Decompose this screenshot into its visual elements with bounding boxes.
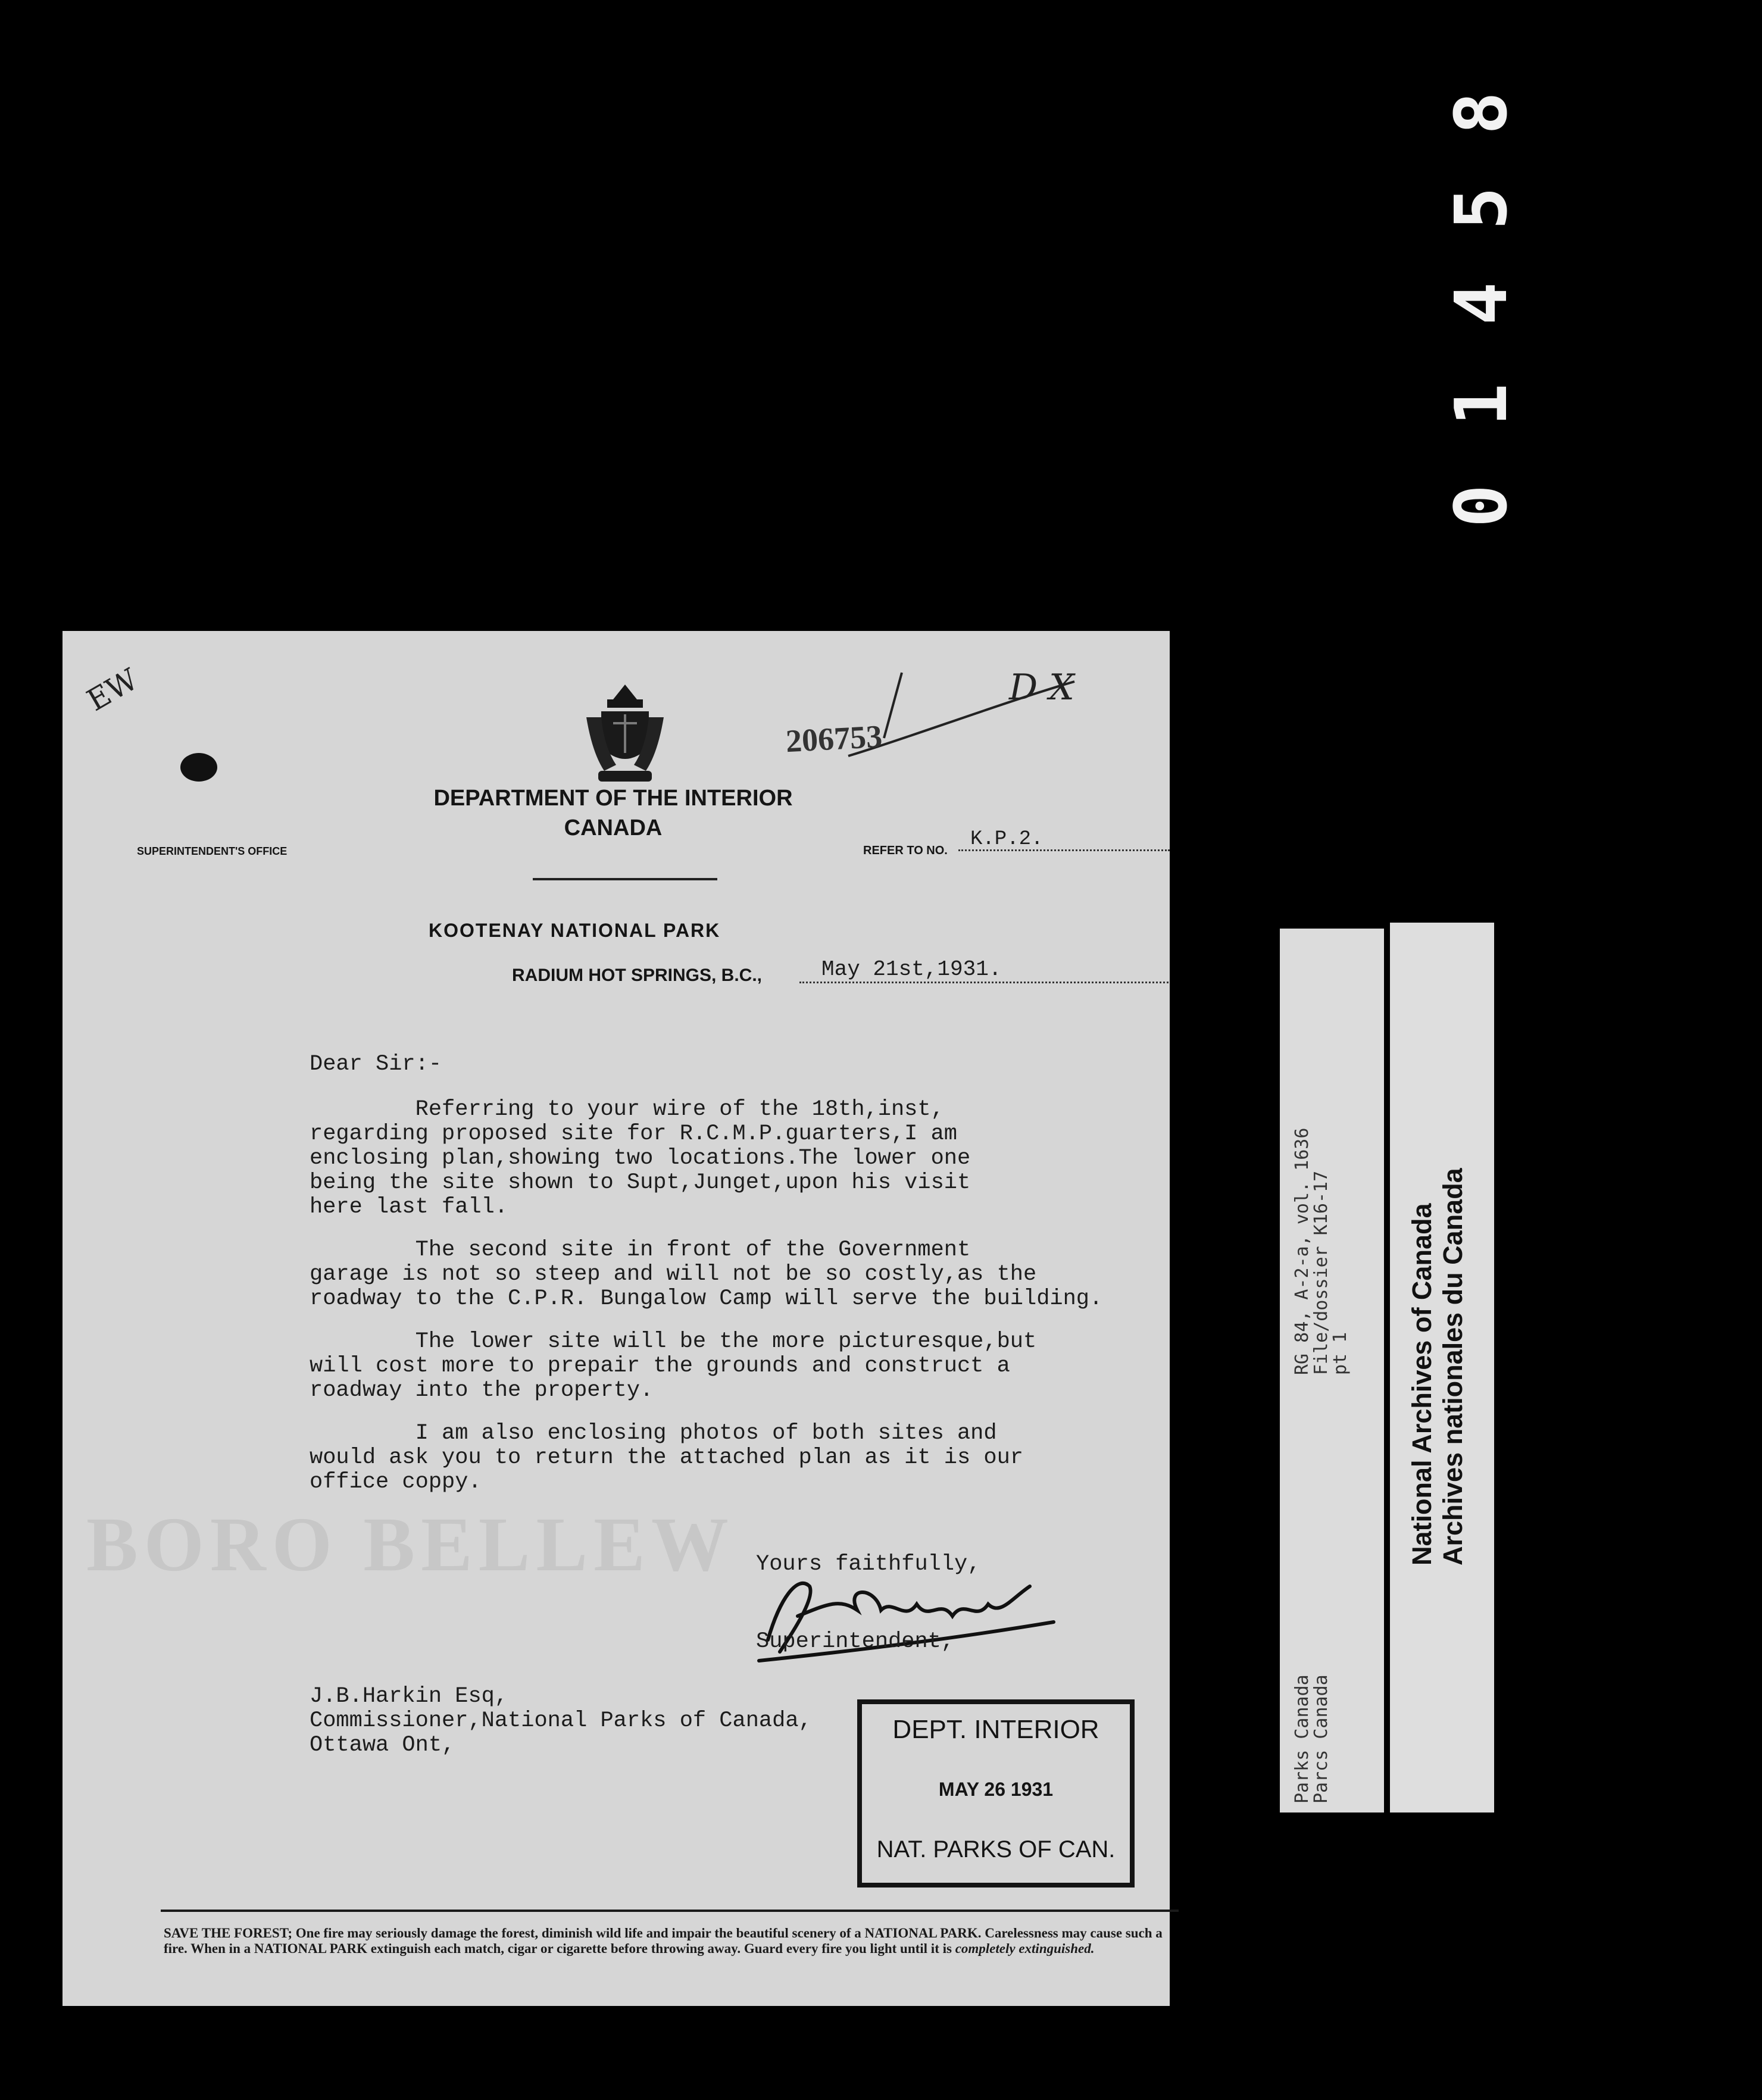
text-line: here last fall. xyxy=(310,1195,508,1220)
stamp-line: NAT. PARKS OF CAN. xyxy=(876,1836,1116,1862)
place-name: RADIUM HOT SPRINGS, B.C., xyxy=(512,965,763,985)
stamp-line: DEPT. INTERIOR xyxy=(892,1715,1099,1744)
salutation: Dear Sir:- xyxy=(310,1052,442,1077)
text-line: will cost more to prepair the grounds and construct a xyxy=(310,1354,1010,1379)
refer-value: K.P.2. xyxy=(970,828,1044,851)
handwritten-annotation: D X xyxy=(1009,667,1074,708)
institution-line: Archives nationales du Canada xyxy=(1438,1168,1468,1565)
letter-date: May 21st,1931. xyxy=(821,957,1002,982)
bleed-through-text: BORO BELLEW xyxy=(86,1502,735,1588)
footer-notice xyxy=(164,1926,1170,1957)
letter-page xyxy=(63,631,1170,2006)
frame-digit: 8 xyxy=(1441,91,1523,135)
footer-lead: SAVE THE FOREST; xyxy=(164,1926,293,1940)
footer-body: One fire may seriously damage the forest, diminish wild life and impair the beautiful scenery of a NATIONAL PARK. Carelessness may cause such a fire. When in a NATIONAL PARK extinguish each match, cigar or cigarette before throwing away. Guard every fire you light until it is xyxy=(164,1926,1163,1956)
park-name: KOOTENAY NATIONAL PARK xyxy=(429,920,721,941)
text-line: would ask you to return the attached plan as it is our xyxy=(310,1445,1023,1470)
letterhead-department: DEPARTMENT OF THE INTERIOR xyxy=(433,786,793,811)
footer-divider xyxy=(161,1910,1179,1912)
text-line: roadway to the C.P.R. Bungalow Camp will serve the building. xyxy=(310,1286,1103,1311)
reference-line: RG 84, A-2-a, vol. 1636 xyxy=(1292,1127,1313,1375)
text-line: The second site in front of the Government xyxy=(310,1238,971,1262)
signer-title: Superintendent, xyxy=(756,1629,955,1654)
addressee-line: Commissioner,National Parks of Canada, xyxy=(310,1708,812,1733)
text-line: enclosing plan,showing two locations.The lower one xyxy=(310,1146,971,1171)
frame-digit: 0 xyxy=(1441,484,1523,528)
text-line: The lower site will be the more picturesque,but xyxy=(310,1329,1037,1354)
text-line: being the site shown to Supt,Junget,upon his visit xyxy=(310,1170,971,1195)
archive-institution-label xyxy=(1390,923,1494,1812)
text-line: I am also enclosing photos of both sites and xyxy=(310,1421,997,1446)
date-dotted-line xyxy=(799,982,1169,983)
institution-line: National Archives of Canada xyxy=(1407,1203,1437,1565)
body-paragraph xyxy=(310,1330,1167,1403)
archive-reference-label xyxy=(1280,929,1384,1812)
text-line: garage is not so steep and will not be so costly,as the xyxy=(310,1262,1037,1287)
body-paragraph xyxy=(310,1238,1167,1311)
frame-digit: 1 xyxy=(1441,383,1523,427)
closing: Yours faithfully, xyxy=(756,1552,981,1577)
text-line: roadway into the property. xyxy=(310,1378,654,1403)
letterhead-country: CANADA xyxy=(564,815,663,840)
reference-line: pt 1 xyxy=(1330,1332,1351,1375)
frame-digit: 5 xyxy=(1441,186,1523,230)
frame-number xyxy=(1441,71,1524,548)
office-label: SUPERINTENDENT'S OFFICE xyxy=(137,845,288,857)
text-line: Referring to your wire of the 18th,inst, xyxy=(310,1097,944,1122)
letterhead-divider xyxy=(533,878,717,880)
body-paragraph xyxy=(310,1421,1167,1495)
text-line: office coppy. xyxy=(310,1470,482,1495)
source-line: Parcs Canada xyxy=(1311,1674,1332,1804)
footer-emphasis: completely extinguished. xyxy=(955,1941,1095,1956)
ink-blot xyxy=(180,753,217,782)
coat-of-arms-icon xyxy=(580,682,670,789)
file-number-stamp: 206753 xyxy=(785,718,883,760)
reference-line: File/dossier K16-17 xyxy=(1311,1170,1332,1375)
frame-digit: 4 xyxy=(1441,282,1523,326)
body-paragraph xyxy=(310,1098,1167,1220)
addressee-block xyxy=(310,1685,812,1758)
addressee-line: J.B.Harkin Esq, xyxy=(310,1684,508,1709)
text-line: regarding proposed site for R.C.M.P.guarters,I am xyxy=(310,1121,957,1146)
stamp-date: MAY 26 1931 xyxy=(938,1779,1054,1800)
received-stamp xyxy=(857,1699,1135,1888)
addressee-line: Ottawa Ont, xyxy=(310,1733,455,1758)
refer-label: REFER TO NO. xyxy=(863,844,948,857)
source-line: Parks Canada xyxy=(1292,1674,1313,1804)
handwritten-annotation: EW xyxy=(81,661,144,718)
